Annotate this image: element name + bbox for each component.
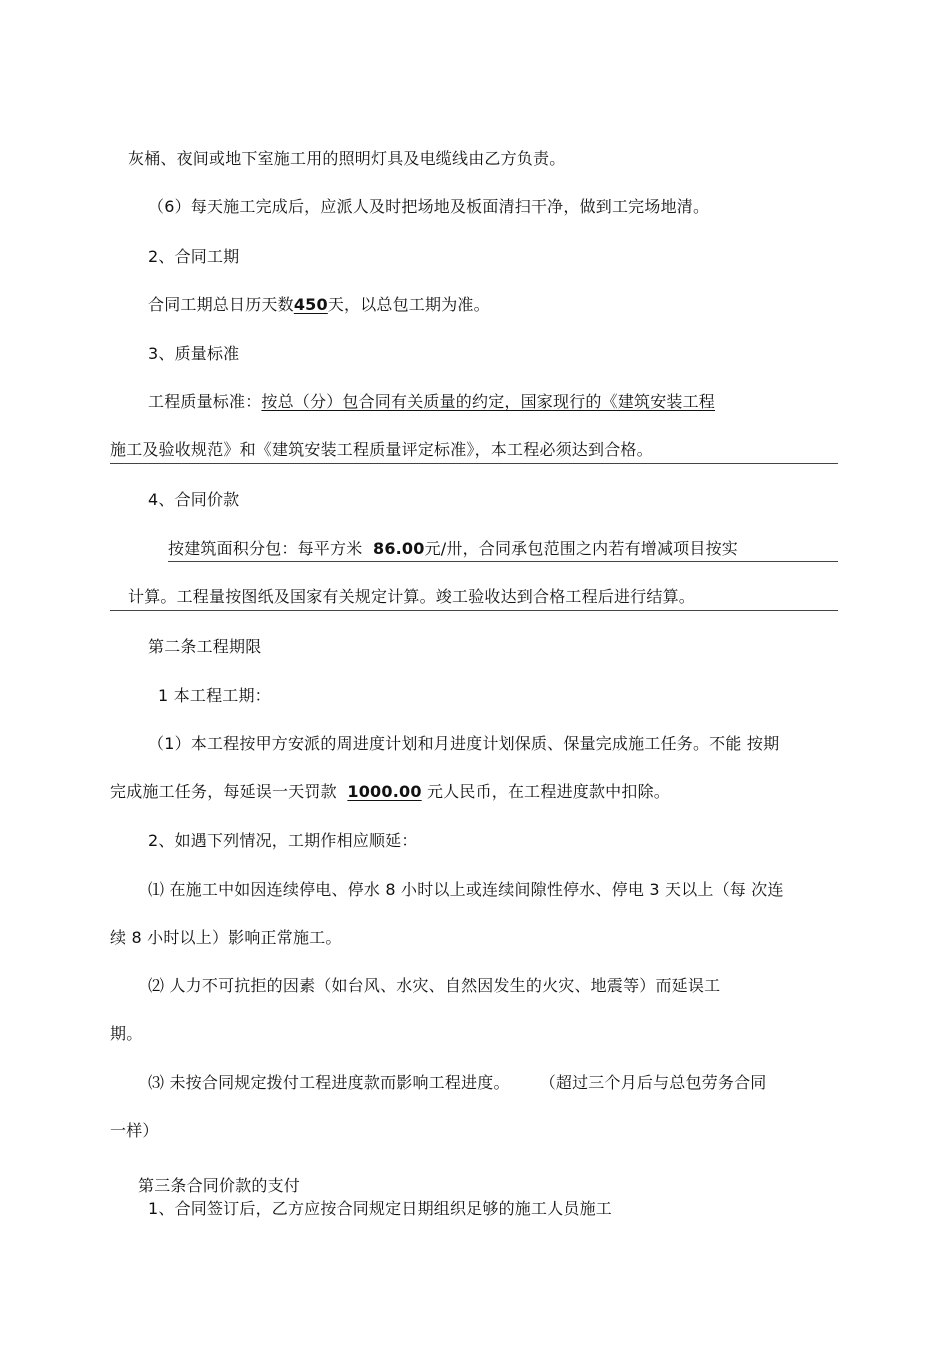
text: 完成施工任务，每延误一天罚款	[110, 782, 337, 801]
filled-value-days: 450	[293, 295, 328, 314]
underline-rule	[110, 610, 838, 611]
section-heading: 2、合同工期	[148, 247, 240, 266]
paragraph-line	[148, 292, 490, 315]
paragraph-line: 续 8 小时以上）影响正常施工。	[110, 928, 342, 947]
paragraph-line: ⑵ 人力不可抗拒的因素（如台风、水灾、自然因发生的火灾、地震等）而延误工	[148, 976, 721, 995]
subsection-heading: 1 本工程工期：	[158, 686, 271, 705]
paragraph-line: 一样）	[110, 1121, 159, 1140]
text: 工程质量标准：	[148, 392, 262, 411]
text: （超过三个月后与总包劳务合同	[539, 1073, 767, 1092]
article-heading: 第三条合同价款的支付	[138, 1176, 301, 1195]
item-number: （6）	[148, 197, 191, 216]
article-heading: 第二条工程期限	[148, 637, 262, 656]
section-heading: 3、质量标准	[148, 344, 240, 363]
paragraph-line: 灰桶、夜间或地下室施工用的照明灯具及电缆线由乙方负责。	[128, 149, 566, 168]
paragraph-line: 施工及验收规范》和《建筑安装工程质量评定标准》，本工程必须达到合格。	[110, 440, 653, 459]
text: 按建筑面积分包：每平方米	[168, 539, 363, 558]
item-text: 每天施工完成后，应派人及时把场地及板面清扫干净，做到工完场地清。	[190, 197, 710, 216]
paragraph-line	[110, 779, 670, 802]
paragraph-line	[148, 389, 715, 412]
paragraph-line	[148, 194, 709, 217]
paragraph-line: 期。	[110, 1024, 143, 1043]
paragraph-line: ⑴ 在施工中如因连续停电、停水 8 小时以上或连续间隙性停水、停电 3 天以上（每 次连	[148, 880, 784, 899]
text: ⑶ 未按合同规定拨付工程进度款而影响工程进度。	[148, 1073, 510, 1092]
paragraph-line	[148, 1070, 767, 1093]
paragraph-line: 计算。工程量按图纸及国家有关规定计算。竣工验收达到合格工程后进行结算。	[128, 587, 696, 606]
text: 元人民币，在工程进度款中扣除。	[426, 782, 670, 801]
underline-rule	[110, 463, 838, 464]
text: 合同工期总日历天数	[148, 295, 294, 314]
paragraph-line: （1）本工程按甲方安派的周进度计划和月进度计划保质、保量完成施工任务。不能 按期	[148, 734, 780, 753]
paragraph-line: 1、合同签订后，乙方应按合同规定日期组织足够的施工人员施工	[148, 1199, 612, 1218]
underline-rule	[168, 561, 838, 562]
filled-value-price: 86.00	[372, 539, 425, 558]
text: 天，以总包工期为准。	[327, 295, 490, 314]
filled-value-penalty: 1000.00	[347, 782, 422, 801]
text: 元/卅，合同承包范围之内若有增减项目按实	[424, 539, 738, 558]
filled-value-standard: 按总（分）包合同有关质量的约定，国家现行的《建筑安装工程	[261, 392, 716, 411]
paragraph-line	[168, 536, 738, 559]
paragraph-line: 2、如遇下列情况，工期作相应顺延：	[148, 831, 418, 850]
section-heading: 4、合同价款	[148, 490, 240, 509]
